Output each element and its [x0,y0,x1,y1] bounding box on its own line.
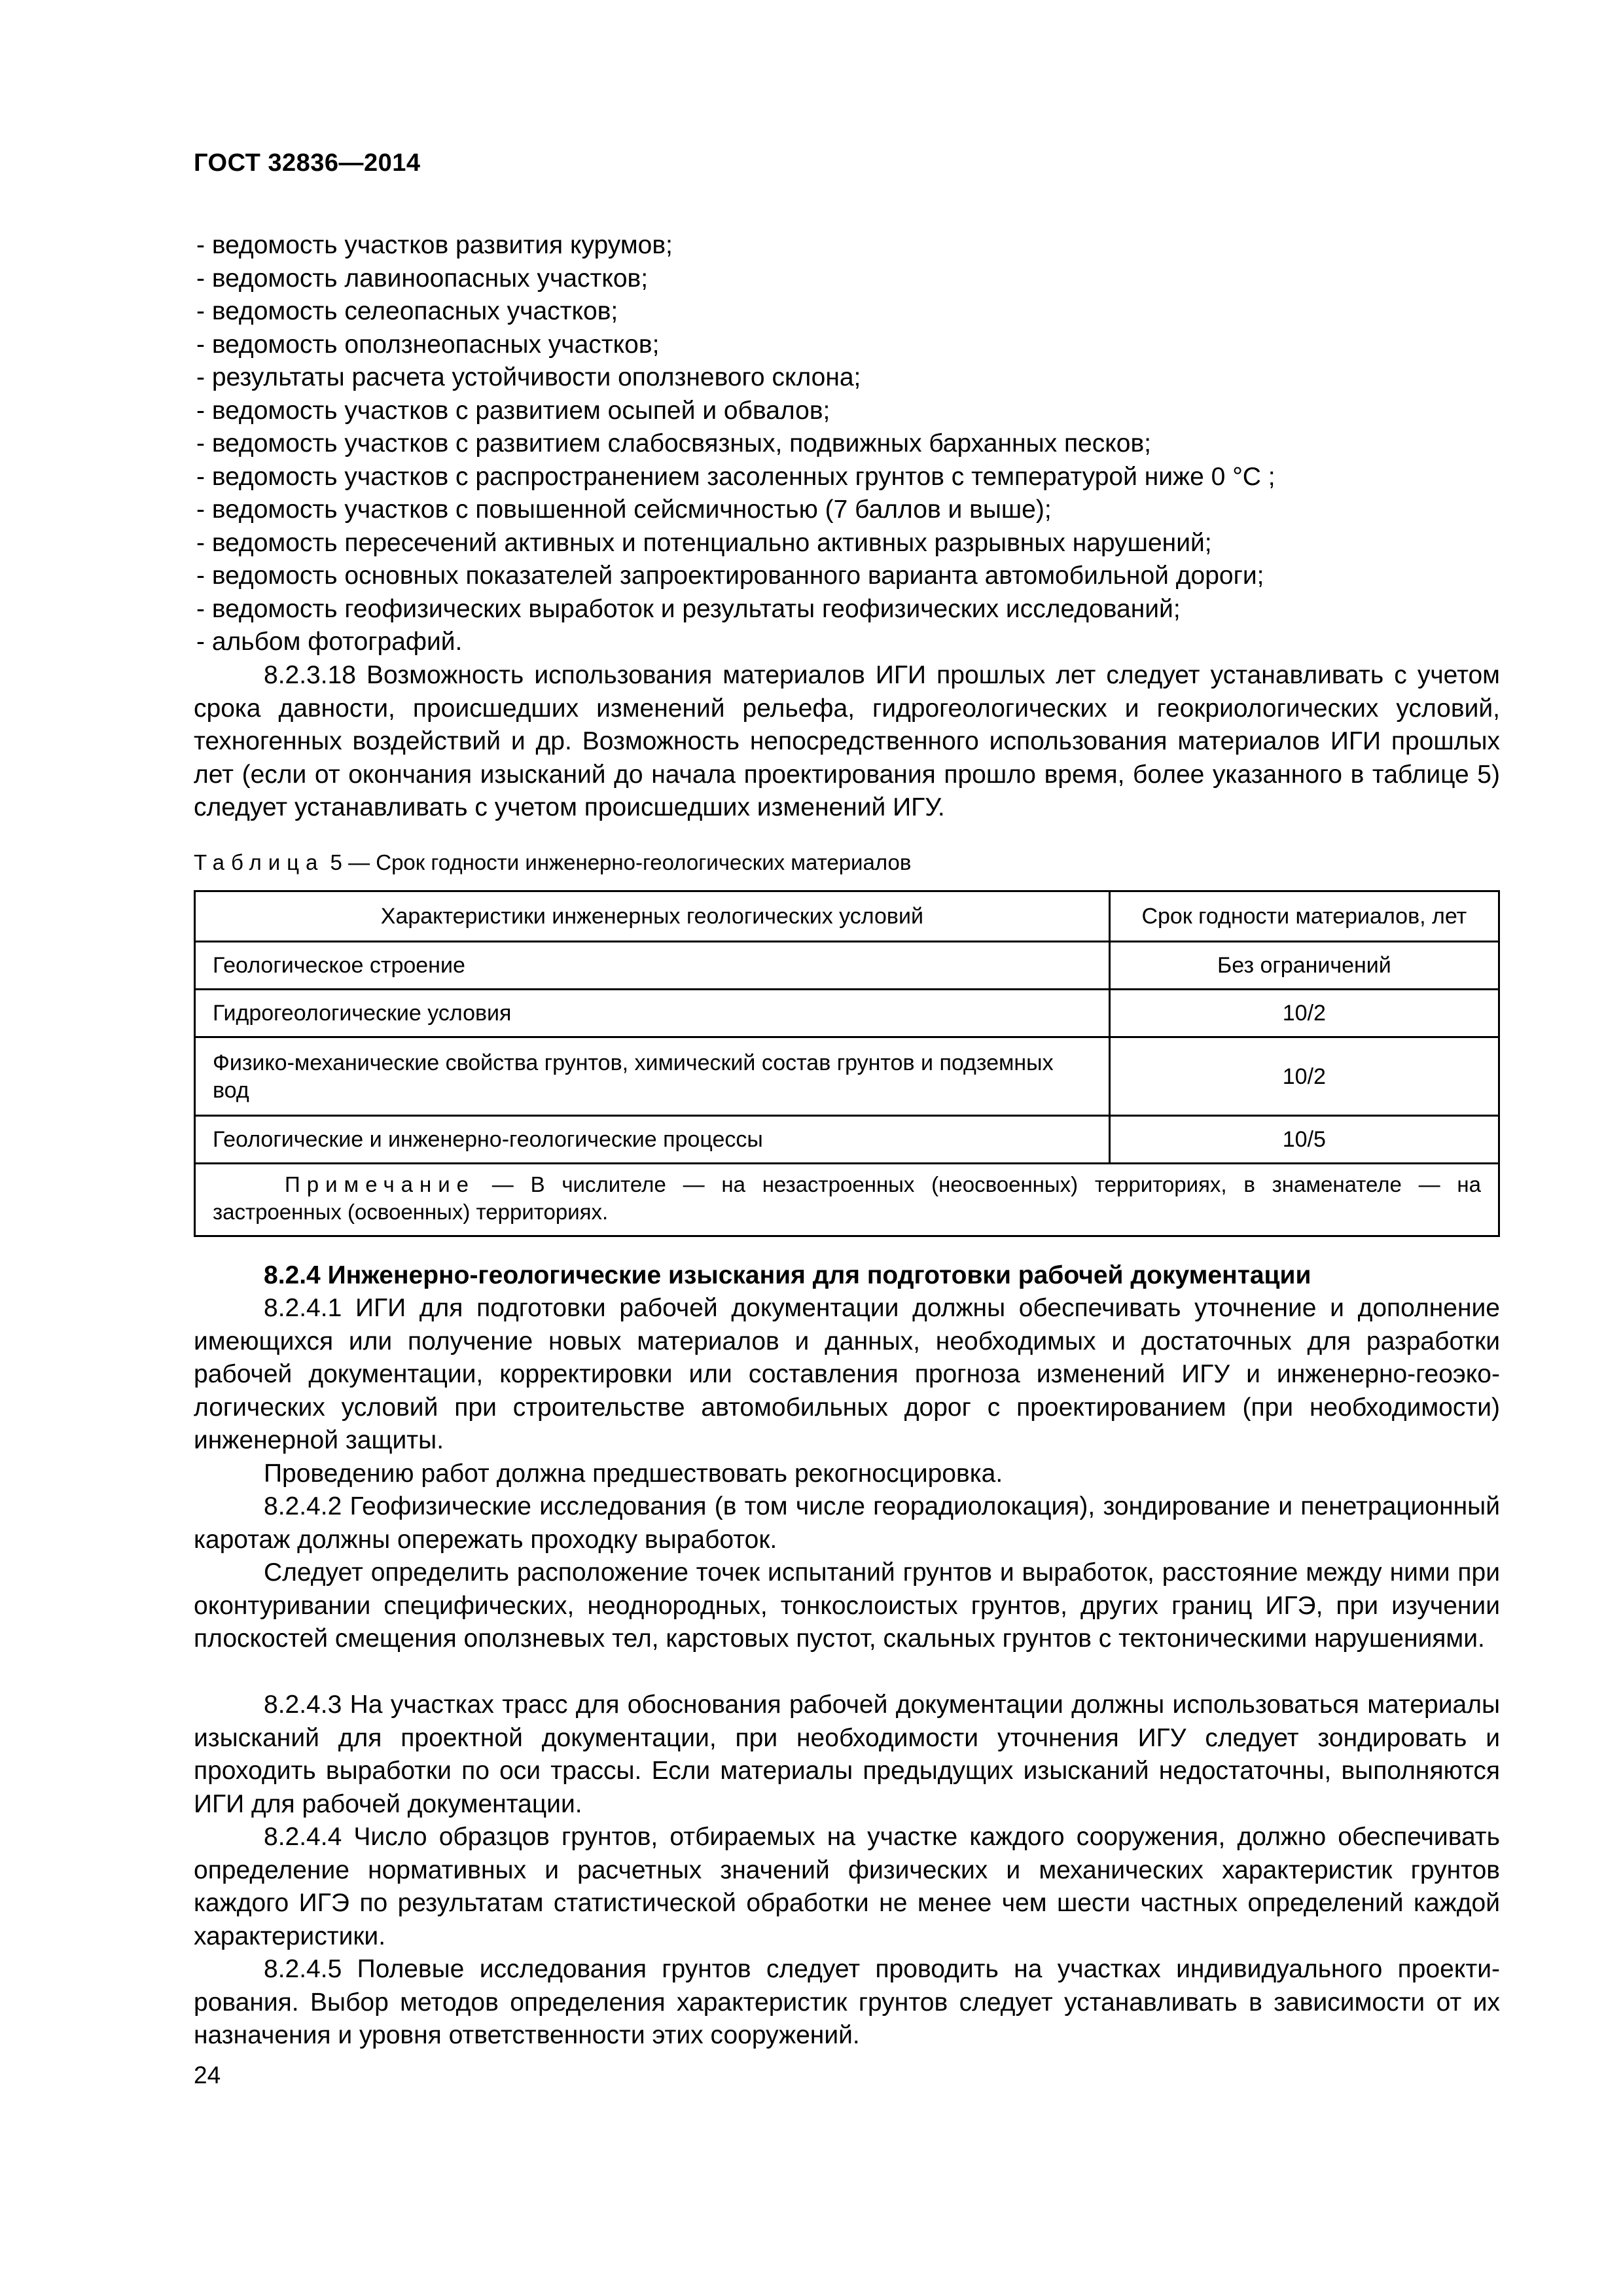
paragraph-text: 8.2.3.18 Возможность использования материалов ИГИ прошлых лет следует устанавливать с учетом срока давности, происшедших изменений рельефа, гидрогеологических и геокриологических условий, техногенных воздействий и др. Возможность непосредственного использования материалов ИГИ прошлых лет (если от окончания изысканий до начала проектирования прошло время, более указанного в таблице 5) следует устанавливать с учетом происшедших изменений ИГУ. [194,661,1500,821]
table-note-word: Примечание [285,1172,476,1196]
document-header: ГОСТ 32836—2014 [194,149,421,177]
table-caption-word: Таблица [194,850,325,874]
paragraph-text: 8.2.4.2 Геофизические исследования (в том числе георадиолокация), зондирование и пенетрационный каротаж должны опережать проходку выработок. [194,1492,1500,1554]
list-item: - ведомость лавиноопасных участков; [196,264,649,293]
deliverables-list [196,229,1499,659]
paragraph-text: 8.2.4.5 Полевые исследования грунтов следует проводить на участках индивидуального проектирования. Выбор методов определения характеристик грунтов следует устанавливать в зависимости от их назначения и уровня ответственности этих сооружений. [194,1955,1500,2049]
table-note-row [195,1164,1499,1236]
page-number: 24 [194,2062,221,2089]
list-item: - ведомость селеопасных участков; [196,297,618,325]
table-cell: Гидрогеологические условия [195,990,1110,1037]
list-item: - альбом фотографий. [196,628,463,656]
list-item: - ведомость участков с развитием осыпей и обвалов; [196,396,830,425]
paragraph-8-2-4-1 [194,1292,1500,1458]
paragraph-text: 8.2.4.1 ИГИ для подготовки рабочей документации должны обеспечивать уточнение и дополнение имеющихся или получение новых материалов и данных, необходимых и достаточных для разработки рабочей документации, корректировки или составления прогноза изменений ИГУ и инженерно-геоэкологических условий при строительстве автомобильных дорог с проектированием (при необходимости) инженерной защиты. [194,1294,1500,1454]
table-caption-text: 5 — Срок годности инженерно-геологических материалов [324,850,912,874]
table-cell: 10/2 [1109,990,1499,1037]
table-cell: Геологическое строение [195,942,1110,990]
list-item: - ведомость геофизических выработок и результаты геофизических исследований; [196,594,1181,623]
list-item: - ведомость участков с развитием слабосвязных, подвижных барханных песков; [196,429,1151,457]
paragraph-8-2-4-4 [194,1821,1500,1953]
paragraph-text: Следует определить расположение точек испытаний грунтов и выработок, расстояние между ними при оконтуривании специфических, неоднородных, тонкослоистых грунтов, других границ ИГЭ, при изучении плоскостей смещения оползневых тел, карстовых пустот, скальных грунтов с тектоническими нарушениями. [194,1558,1500,1653]
list-item: - ведомость участков развития курумов; [196,231,673,259]
table-cell: 10/5 [1109,1116,1499,1164]
table-note-text: — В числителе — на незастроенных (неосвоенных) территориях, в знаменателе — на застроенных (освоенных) территориях. [213,1172,1481,1224]
shelf-life-table [194,890,1500,1237]
table-cell: Геологические и инженерно-геологические процессы [195,1116,1110,1164]
paragraph-reconnaissance [194,1458,1500,1491]
list-item: - ведомость оползнеопасных участков; [196,330,660,359]
table-cell: Физико-механические свойства грунтов, химический состав грунтов и подземных вод [195,1037,1110,1116]
list-item: - ведомость участков с повышенной сейсмичностью (7 баллов и выше); [196,495,1052,524]
paragraph-8-2-4-3 [194,1689,1500,1821]
table-cell: 10/2 [1109,1037,1499,1116]
table-row [195,1037,1499,1116]
table-cell: Без ограничений [1109,942,1499,990]
column-header-shelf-life: Срок годности материалов, лет [1109,891,1499,942]
table-caption [194,848,911,877]
list-item: - ведомость участков с распространением засоленных грунтов с температурой ниже 0 °С ; [196,462,1275,491]
paragraph-8-2-3-18 [194,659,1500,825]
paragraph-text: 8.2.4.4 Число образцов грунтов, отбираемых на участке каждого сооружения, должно обеспечивать определение нормативных и расчетных значений физических и механических характеристик грунтов каждого ИГЭ по результатам статистической обработки не менее чем шести частных определений каждой характеристики. [194,1823,1500,1950]
paragraph-test-points [194,1556,1500,1656]
paragraph-text: Проведению работ должна предшествовать рекогносцировка. [264,1460,1003,1488]
list-item: - ведомость пересечений активных и потенциально активных разрывных нарушений; [196,528,1212,557]
table-row [195,990,1499,1037]
column-header-characteristics: Характеристики инженерных геологических условий [195,891,1110,942]
table-row [195,942,1499,990]
table-header-row [195,891,1499,942]
paragraph-8-2-4-5 [194,1953,1500,2053]
section-heading-8-2-4: 8.2.4 Инженерно-геологические изыскания для подготовки рабочей документации [264,1261,1311,1289]
paragraph-8-2-4-2 [194,1490,1500,1556]
list-item: - результаты расчета устойчивости оползневого склона; [196,363,861,391]
paragraph-text: 8.2.4.3 На участках трасс для обоснования рабочей документации должны использоваться материалы изысканий для проектной документации, при необходимости уточнения ИГУ следует зондировать и проходить выработки по оси трассы. Если материалы предыдущих изысканий недостаточны, выполняются ИГИ для рабочей документации. [194,1691,1500,1818]
list-item: - ведомость основных показателей запроектированного варианта автомобильной дороги; [196,562,1264,590]
table-row [195,1116,1499,1164]
table-note [195,1164,1499,1236]
